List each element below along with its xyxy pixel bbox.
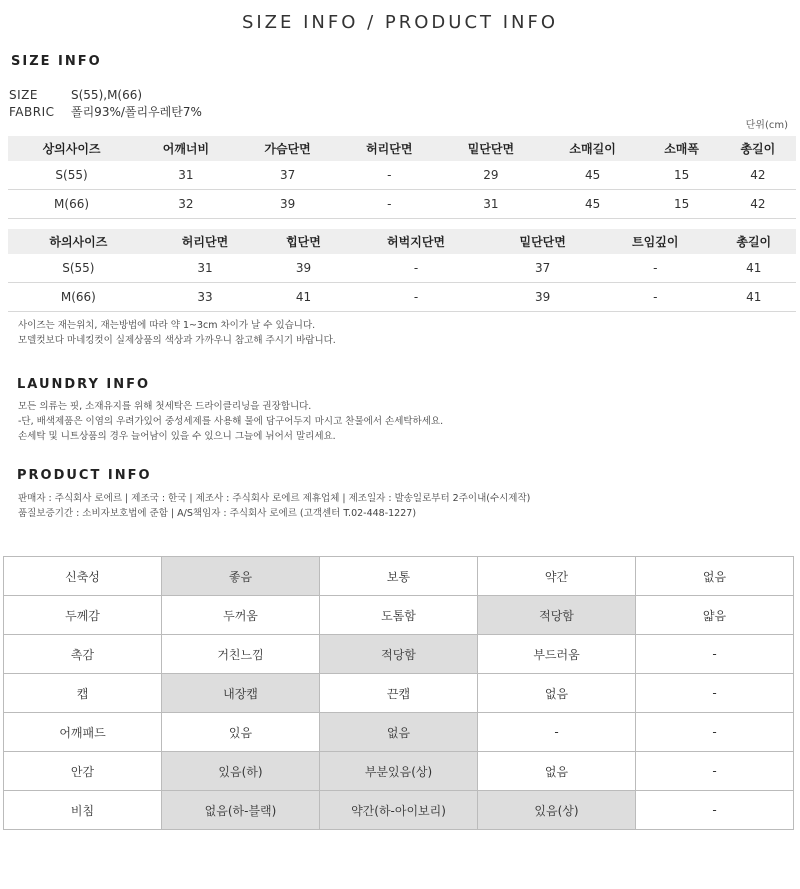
fabric-attribute-label: 촉감 [4,635,162,674]
fabric-attribute-label: 안감 [4,752,162,791]
column-header: 밑단단면 [440,136,542,161]
fabric-row [4,713,794,752]
table-cell: - [599,254,712,283]
fabric-row [4,557,794,596]
laundry-notes [18,399,443,444]
column-header: 트임깊이 [599,229,712,254]
table-cell: 31 [135,161,237,190]
fabric-option: 내장캡 [162,674,320,713]
table-cell: 33 [149,283,262,312]
table-cell: 39 [237,190,339,219]
fabric-option: 도톰함 [320,596,478,635]
size-notes [18,318,336,348]
fabric-option: 없음(하-블랙) [162,791,320,830]
product-heading: PRODUCT INFO [17,468,152,483]
size-note: 모델컷보다 마네킹컷이 실제상품의 색상과 가까우니 참고해 주시기 바랍니다. [18,335,336,346]
table-cell: 42 [720,161,796,190]
size-label: SIZE [9,88,38,102]
fabric-option: 부드러움 [478,635,636,674]
fabric-attribute-label: 비침 [4,791,162,830]
fabric-option: 부분있음(상) [320,752,478,791]
product-line: 판매자 : 주식회사 로에르 | 제조국 : 한국 | 제조사 : 주식회사 로에르 제휴업체 | 제조일자 : 발송일로부터 2주이내(수시제작) [18,493,531,504]
fabric-row [4,752,794,791]
fabric-spec [9,103,202,120]
fabric-attribute-label: 두께감 [4,596,162,635]
fabric-option: 없음 [478,674,636,713]
table-cell: 39 [486,283,599,312]
fabric-option: 적당함 [320,635,478,674]
table-cell: M(66) [8,283,149,312]
table-cell: 45 [542,190,644,219]
table-row [8,283,796,312]
table-row [8,190,796,219]
fabric-option: 끈캡 [320,674,478,713]
fabric-option: 있음(하) [162,752,320,791]
fabric-option: 약간 [478,557,636,596]
table-cell: - [338,161,440,190]
table-cell: 15 [643,190,719,219]
fabric-attribute-label: 어깨패드 [4,713,162,752]
laundry-heading: LAUNDRY INFO [17,377,151,392]
column-header: 힙단면 [261,229,345,254]
table-cell: 45 [542,161,644,190]
product-notes [18,491,530,521]
fabric-option: 얇음 [636,596,794,635]
laundry-line: -단, 배색제품은 이염의 우려가있어 중성세제를 사용해 물에 담구어두지 마시고 찬물에서 손세탁하세요. [18,416,444,427]
column-header: 총길이 [720,136,796,161]
column-header: 허리단면 [338,136,440,161]
column-header: 상의사이즈 [8,136,135,161]
laundry-line: 손세탁 및 니트상품의 경우 늘어남이 있을 수 있으니 그늘에 뉘어서 말리세요. [18,431,336,442]
fabric-option: - [636,635,794,674]
fabric-row [4,674,794,713]
unit-label: 단위(cm) [745,120,788,131]
page-title: SIZE INFO / PRODUCT INFO [241,12,559,33]
fabric-row [4,635,794,674]
column-header: 소매폭 [643,136,719,161]
laundry-line: 모든 의류는 핏, 소재유지를 위해 첫세탁은 드라이클리닝을 권장합니다. [18,401,312,412]
table-cell: 37 [237,161,339,190]
column-header: 소매길이 [542,136,644,161]
table-cell: 31 [149,254,262,283]
fabric-option: 보통 [320,557,478,596]
table-cell: 42 [720,190,796,219]
fabric-option: 거친느낌 [162,635,320,674]
table-row [8,161,796,190]
column-header: 총길이 [712,229,796,254]
fabric-option: 좋음 [162,557,320,596]
fabric-option: - [478,713,636,752]
column-header: 가슴단면 [237,136,339,161]
bottom-size-table [8,229,796,312]
fabric-value: 폴리93%/폴리우레탄7% [71,105,202,119]
column-header: 허리단면 [149,229,262,254]
table-cell: M(66) [8,190,135,219]
fabric-option: - [636,713,794,752]
fabric-info-table [3,556,794,830]
fabric-option: 있음 [162,713,320,752]
table-cell: S(55) [8,161,135,190]
table-cell: - [346,283,487,312]
fabric-option: 없음 [320,713,478,752]
table-cell: 39 [261,254,345,283]
table-cell: - [338,190,440,219]
table-row [8,254,796,283]
fabric-option: 없음 [478,752,636,791]
fabric-option: 없음 [636,557,794,596]
column-header: 밑단단면 [486,229,599,254]
fabric-attribute-label: 신축성 [4,557,162,596]
fabric-option: - [636,791,794,830]
table-cell: 29 [440,161,542,190]
table-cell: - [599,283,712,312]
table-cell: 31 [440,190,542,219]
column-header: 하의사이즈 [8,229,149,254]
fabric-option: - [636,752,794,791]
table-cell: 15 [643,161,719,190]
size-spec [9,88,142,102]
table-cell: 41 [261,283,345,312]
fabric-option: 약간(하-아이보리) [320,791,478,830]
column-header: 어깨너비 [135,136,237,161]
column-header: 허벅지단면 [346,229,487,254]
size-info-heading: SIZE INFO [11,54,102,69]
product-line: 품질보증기간 : 소비자보호법에 준함 | A/S책임자 : 주식회사 로에르 (고객센터 T.02-448-1227) [18,508,417,519]
table-cell: - [346,254,487,283]
size-note: 사이즈는 재는위치, 재는방법에 따라 약 1~3cm 차이가 날 수 있습니다. [18,320,316,331]
table-cell: 41 [712,254,796,283]
fabric-row [4,596,794,635]
size-value: S(55),M(66) [71,88,143,102]
fabric-option: 있음(상) [478,791,636,830]
fabric-option: 두꺼움 [162,596,320,635]
fabric-row [4,791,794,830]
fabric-attribute-label: 캡 [4,674,162,713]
fabric-option: 적당함 [478,596,636,635]
table-cell: 41 [712,283,796,312]
table-cell: 37 [486,254,599,283]
fabric-option: - [636,674,794,713]
fabric-label: FABRIC [9,105,55,119]
table-cell: 32 [135,190,237,219]
table-cell: S(55) [8,254,149,283]
top-size-table [8,136,796,219]
